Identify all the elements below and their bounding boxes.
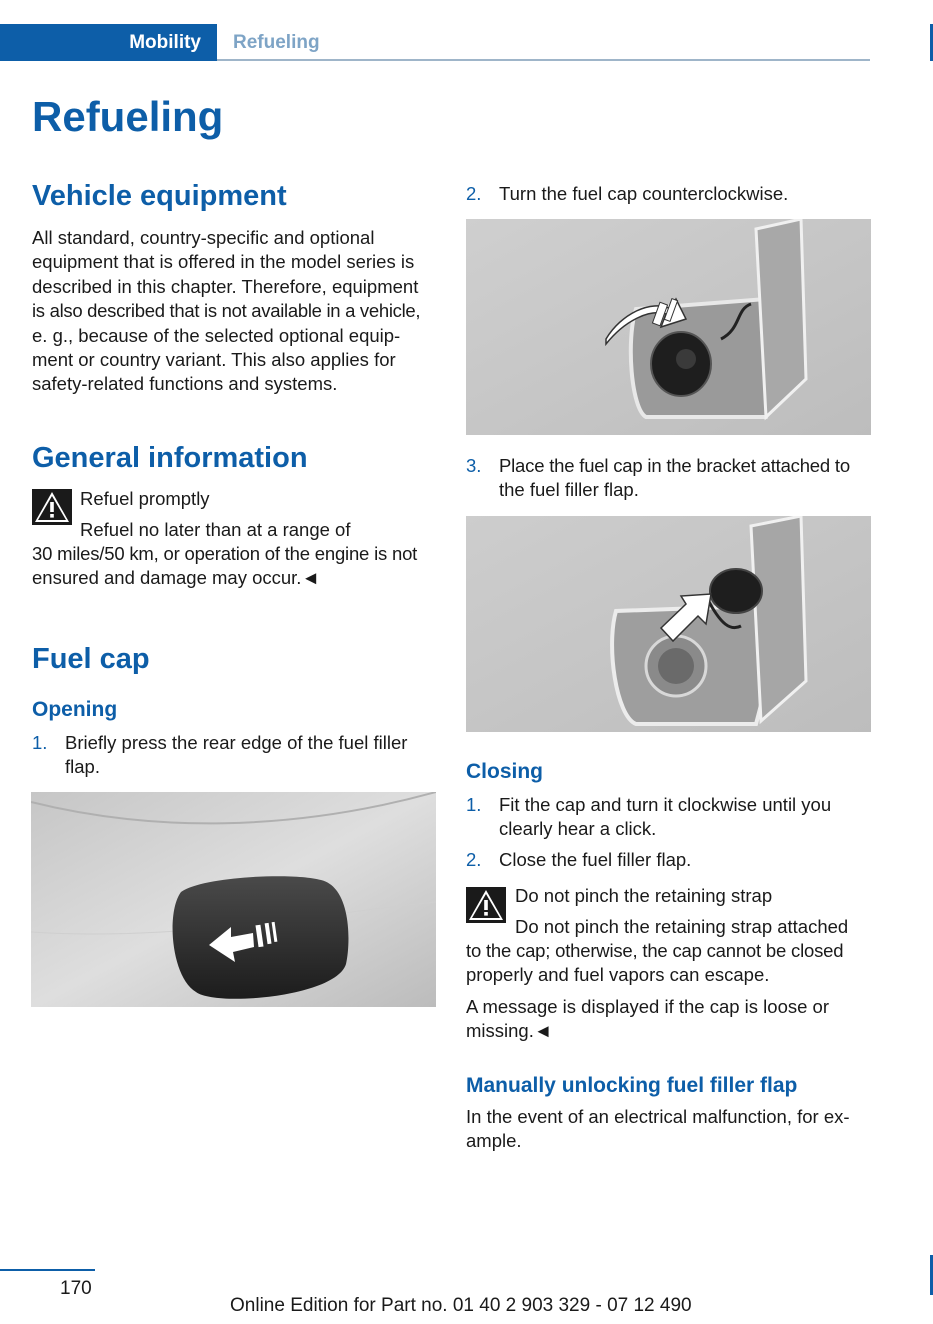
text-line: All standard, country-specific and optional — [32, 227, 375, 248]
list-text: Close the fuel filler flap. — [499, 849, 692, 870]
text-line: ment or country variant. This also applies for — [32, 349, 396, 371]
list-text — [65, 731, 407, 780]
list-number: 2. — [466, 183, 482, 204]
text-line: Briefly press the rear edge of the fuel filler — [65, 732, 408, 753]
warning-line: ensured and damage may occur.◄ — [32, 567, 320, 588]
list-item-opening-3 — [466, 454, 871, 504]
text-line: is also described that is not available in a vehicle, — [32, 300, 421, 322]
list-item-closing-2 — [466, 848, 871, 874]
figure-cap-in-bracket — [466, 516, 871, 732]
text-line: ample. — [466, 1130, 522, 1152]
warning-line: Do not pinch the retaining strap attached — [515, 916, 849, 937]
list-item-opening-2 — [466, 182, 871, 208]
list-item-opening-1 — [32, 731, 436, 781]
warning-title-retaining-strap: Do not pinch the retaining strap — [515, 885, 773, 906]
warning-line: properly and fuel vapors can escape. — [466, 964, 770, 985]
list-text — [499, 454, 850, 503]
list-number: 1. — [466, 794, 482, 815]
warning-triangle-icon — [32, 489, 72, 525]
text-line: In the event of an electrical malfunction, for ex- — [466, 1106, 850, 1127]
header-rule — [217, 59, 870, 61]
message-text — [466, 995, 876, 1044]
text-line: missing.◄ — [466, 1020, 553, 1042]
heading-closing: Closing — [466, 760, 543, 783]
list-text: Turn the fuel cap counterclockwise. — [499, 183, 789, 204]
text-line: the fuel filler flap. — [499, 479, 639, 501]
manual-unlock-text — [466, 1105, 876, 1154]
heading-fuel-cap: Fuel cap — [32, 643, 150, 675]
list-number: 1. — [32, 732, 48, 753]
text-line: Fit the cap and turn it clockwise until you — [499, 794, 832, 815]
text-line: e. g., because of the selected optional equip- — [32, 324, 401, 346]
footer-edition: Online Edition for Part no. 01 40 2 903 329 - 07 12 490 — [230, 1295, 692, 1316]
text-line: clearly hear a click. — [499, 818, 657, 840]
warning-line: Refuel no later than at a range of — [80, 519, 351, 540]
header-subsection: Refueling — [233, 32, 320, 53]
warning-title-refuel: Refuel promptly — [80, 488, 210, 509]
vehicle-equipment-text — [32, 226, 442, 397]
figure-press-filler-flap — [31, 792, 436, 1007]
heading-opening: Opening — [32, 698, 118, 721]
warning-line: to the cap; otherwise, the cap cannot be closed — [466, 940, 844, 961]
text-line: Place the fuel cap in the bracket attached to — [499, 455, 850, 476]
list-number: 2. — [466, 849, 482, 870]
heading-vehicle-equipment: Vehicle equipment — [32, 180, 287, 212]
warning-triangle-icon — [466, 887, 506, 923]
figure-turn-fuel-cap — [466, 219, 871, 435]
warning-line: 30 miles/50 km, or operation of the engine is not — [32, 543, 418, 564]
header-section-tab: Mobility — [0, 24, 217, 61]
text-line: described in this chapter. Therefore, equipment — [32, 275, 419, 297]
footer-rule — [0, 1269, 95, 1271]
text-line: equipment that is offered in the model series is — [32, 251, 415, 273]
list-text — [499, 793, 831, 842]
page-number: 170 — [60, 1278, 92, 1299]
text-line: A message is displayed if the cap is loose or — [466, 996, 829, 1017]
heading-manual-unlock: Manually unlocking fuel filler flap — [466, 1074, 798, 1097]
page-title: Refueling — [32, 93, 224, 140]
list-item-closing-1 — [466, 793, 871, 843]
text-line: flap. — [65, 756, 100, 778]
heading-general-information: General information — [32, 442, 308, 474]
text-line: safety-related functions and systems. — [32, 373, 338, 395]
list-number: 3. — [466, 455, 482, 476]
